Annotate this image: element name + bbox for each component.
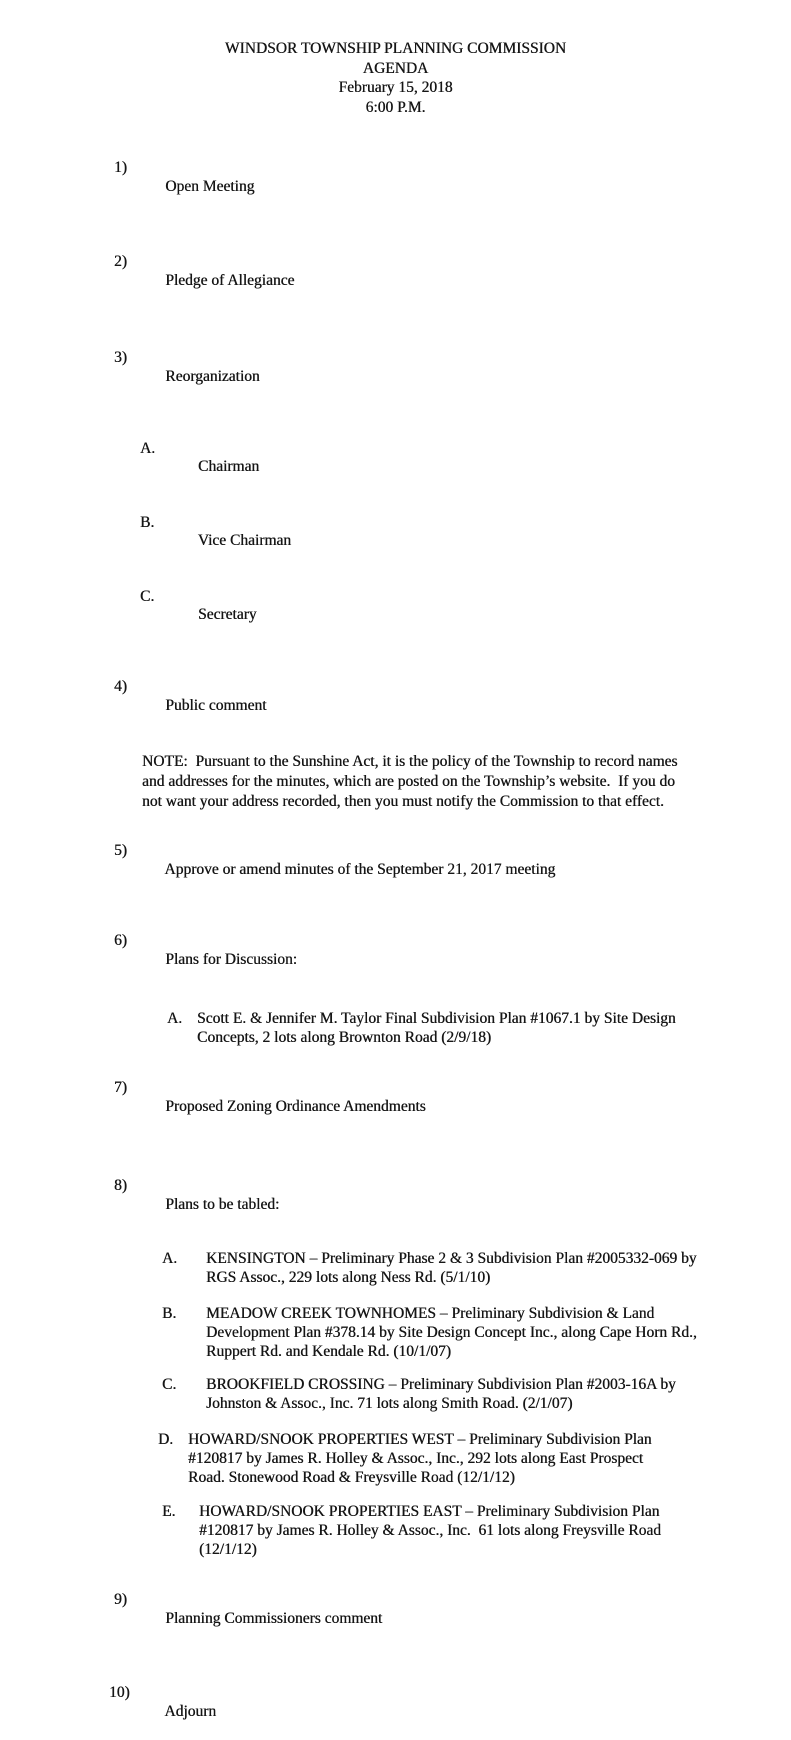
- item-number: 10): [109, 1684, 130, 1701]
- item-text: Planning Commissioners comment: [165, 1610, 383, 1627]
- plan-text-line: HOWARD/SNOOK PROPERTIES WEST – Preliminary Subdivision Plan: [188, 1431, 652, 1448]
- sub-item-text: Vice Chairman: [197, 532, 292, 549]
- plan-text-line: BROOKFIELD CROSSING – Preliminary Subdivision Plan #2003-16A by: [206, 1376, 676, 1393]
- item-number: 4): [114, 678, 127, 695]
- sub-item-letter: C.: [162, 1376, 177, 1393]
- item-number: 3): [114, 349, 127, 366]
- document-header: [0, 0, 791, 117]
- note-line: not want your address recorded, then you must notify the Commission to that effect.: [142, 793, 664, 810]
- note-line: and addresses for the minutes, which are posted on the Township’s website. If you do: [142, 773, 675, 790]
- sub-item-letter: A.: [162, 1250, 178, 1267]
- plan-text-line: Scott E. & Jennifer M. Taylor Final Subdivision Plan #1067.1 by Site Design: [197, 1010, 676, 1027]
- document-title: WINDSOR TOWNSHIP PLANNING COMMISSION: [224, 40, 567, 57]
- sub-item-letter: E.: [162, 1503, 176, 1520]
- agenda-item-2: [0, 233, 791, 309]
- item-number: 6): [114, 932, 127, 949]
- item-text: Adjourn: [164, 1703, 217, 1720]
- item-number: 5): [114, 842, 127, 859]
- item-text: Proposed Zoning Ordinance Amendments: [165, 1098, 426, 1115]
- sub-item-text: Chairman: [198, 458, 260, 475]
- plan-item-howard-snook-west: [0, 1430, 791, 1487]
- agenda-item-9: [0, 1571, 791, 1647]
- plan-text-line: #120817 by James R. Holley & Assoc., Inc., 292 lots along East Prospect: [188, 1450, 644, 1467]
- item-number: 2): [114, 253, 127, 270]
- plan-text-line: Ruppert Rd. and Kendale Rd. (10/1/07): [206, 1343, 451, 1360]
- document-time: 6:00 P.M.: [365, 98, 426, 116]
- agenda-item-5: [0, 822, 791, 898]
- sub-item-text: Secretary: [198, 606, 257, 623]
- document-date: February 15, 2018: [338, 79, 453, 96]
- item-text: Plans to be tabled:: [165, 1196, 280, 1213]
- sunshine-act-note: [0, 752, 791, 812]
- sub-item-letter: C.: [140, 587, 155, 605]
- item-text: Approve or amend minutes of the September 21, 2017 meeting: [164, 861, 556, 878]
- note-line: NOTE: Pursuant to the Sunshine Act, it is the policy of the Township to record names: [142, 753, 678, 770]
- plan-item-meadow-creek: [0, 1304, 791, 1361]
- item-number: 9): [114, 1591, 127, 1608]
- sub-item-letter: B.: [162, 1305, 177, 1322]
- sub-item-letter: A.: [167, 1010, 183, 1027]
- reorganization-sublist: [0, 421, 791, 643]
- plan-text-line: Development Plan #378.14 by Site Design Concept Inc., along Cape Horn Rd.,: [206, 1324, 697, 1341]
- document-subtitle-agenda: AGENDA: [362, 59, 429, 77]
- sub-item-vice-chairman: [0, 495, 791, 569]
- agenda-item-3: [0, 329, 791, 405]
- agenda-item-6: [0, 912, 791, 988]
- item-text: Public comment: [165, 697, 267, 714]
- plan-item-taylor: [0, 1009, 791, 1047]
- agenda-item-1: [0, 139, 791, 215]
- plan-item-brookfield: [0, 1375, 791, 1413]
- plan-text-line: (12/1/12): [199, 1541, 257, 1558]
- agenda-item-8: [0, 1157, 791, 1233]
- agenda-item-7: [0, 1059, 791, 1135]
- item-text: Reorganization: [165, 368, 260, 385]
- item-number: 1): [114, 159, 127, 176]
- sub-item-chairman: [0, 421, 791, 495]
- sub-item-letter: A.: [140, 439, 156, 457]
- agenda-body: [0, 139, 791, 1740]
- item-text: Plans for Discussion:: [165, 951, 297, 968]
- plan-item-howard-snook-east: [0, 1502, 791, 1559]
- item-text: Open Meeting: [165, 178, 255, 195]
- plan-text-line: HOWARD/SNOOK PROPERTIES EAST – Preliminary Subdivision Plan: [199, 1503, 660, 1520]
- plan-text-line: RGS Assoc., 229 lots along Ness Rd. (5/1/10): [206, 1269, 491, 1286]
- sub-item-letter: B.: [140, 513, 155, 531]
- plan-text-line: #120817 by James R. Holley & Assoc., Inc. 61 lots along Freysville Road: [199, 1522, 661, 1539]
- item-text: Pledge of Allegiance: [165, 272, 295, 289]
- agenda-item-10: [0, 1664, 791, 1740]
- sub-item-secretary: [0, 569, 791, 643]
- item-number: 7): [114, 1079, 127, 1096]
- agenda-item-4: [0, 658, 791, 734]
- plan-text-line: Johnston & Assoc., Inc. 71 lots along Smith Road. (2/1/07): [206, 1395, 573, 1412]
- plan-text-line: MEADOW CREEK TOWNHOMES – Preliminary Subdivision & Land: [206, 1305, 655, 1322]
- plan-text-line: KENSINGTON – Preliminary Phase 2 & 3 Subdivision Plan #2005332-069 by: [206, 1250, 697, 1267]
- plan-item-kensington: [0, 1249, 791, 1287]
- plan-text-line: Concepts, 2 lots along Brownton Road (2/9/18): [197, 1029, 492, 1046]
- item-number: 8): [114, 1177, 127, 1194]
- plan-text-line: Road. Stonewood Road & Freysville Road (12/1/12): [188, 1469, 515, 1486]
- sub-item-letter: D.: [158, 1431, 174, 1448]
